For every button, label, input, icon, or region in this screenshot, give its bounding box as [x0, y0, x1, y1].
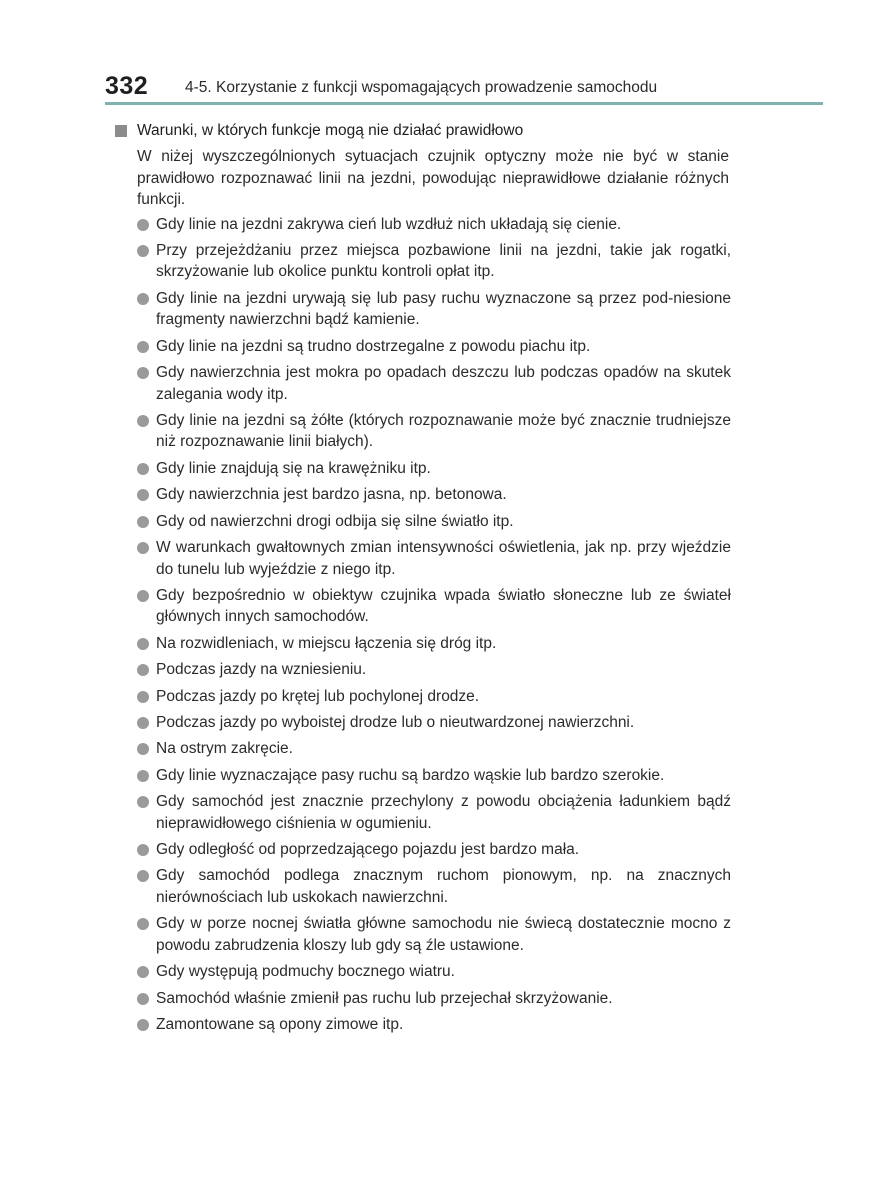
list-item	[137, 458, 731, 480]
bullet-dot-icon	[137, 796, 149, 808]
list-item-text: W warunkach gwałtownych zmian intensywności oświetlenia, jak np. przy wjeździe do tunelu lub wyjeździe z niego itp.	[156, 539, 731, 578]
bullet-dot-icon	[137, 844, 149, 856]
list-item	[137, 214, 731, 236]
list-item-text: Na ostrym zakręcie.	[156, 740, 293, 758]
list-item-text: Samochód właśnie zmienił pas ruchu lub przejechał skrzyżowanie.	[156, 989, 613, 1007]
bullet-dot-icon	[137, 341, 149, 353]
list-item-text: Gdy samochód podlega znacznym ruchom pionowym, np. na znacznych nierównościach lub uskokach nawierzchni.	[156, 867, 731, 906]
list-item	[137, 738, 731, 760]
page-number: 332	[105, 72, 149, 100]
bullet-dot-icon	[137, 664, 149, 676]
list-item-text: Gdy nawierzchnia jest mokra po opadach deszczu lub podczas opadów na skutek zalegania wody itp.	[156, 364, 731, 403]
list-item	[137, 712, 731, 734]
list-item-text: Przy przejeżdżaniu przez miejsca pozbawione linii na jezdni, takie jak rogatki, skrzyżowanie lub okolice punktu kontroli opłat itp.	[156, 241, 731, 281]
list-item-text: Gdy występują podmuchy bocznego wiatru.	[156, 963, 455, 981]
list-item-text: Zamontowane są opony zimowe itp.	[156, 1015, 404, 1033]
list-item-text: Gdy w porze nocnej światła główne samochodu nie świecą dostatecznie mocno z powodu zabrudzenia kloszy lub gdy są źle ustawione.	[156, 915, 731, 954]
bullet-dot-icon	[137, 415, 149, 427]
list-item	[137, 336, 731, 358]
list-item-text: Podczas jazdy po wyboistej drodze lub o nieutwardzonej nawierzchni.	[156, 713, 635, 731]
intro-paragraph: W niżej wyszczególnionych sytuacjach czujnik optyczny może nie być w stanie prawidłowo rozpoznawać linii na jezdni, powodując nieprawidłowe działanie różnych funkcji.	[137, 148, 729, 208]
list-item-text: Gdy samochód jest znacznie przechylony z powodu obciążenia ładunkiem bądź nieprawidłowego ciśnienia w ogumieniu.	[156, 793, 731, 832]
list-item-text: Gdy linie na jezdni są żółte (których rozpoznawanie może być znacznie trudniejsze niż rozpoznawanie linii białych).	[156, 411, 731, 451]
bullet-dot-icon	[137, 516, 149, 528]
list-item	[137, 362, 731, 405]
list-item-text: Gdy linie na jezdni urywają się lub pasy ruchu wyznaczone są przez pod-niesione fragmenty nawierzchni bądź kamienie.	[156, 289, 731, 329]
list-item	[137, 1014, 731, 1036]
bullet-dot-icon	[137, 590, 149, 602]
bullet-dot-icon	[137, 717, 149, 729]
bullet-dot-icon	[137, 966, 149, 978]
bullet-dot-icon	[137, 293, 149, 305]
list-item	[137, 765, 731, 787]
list-item	[137, 288, 731, 331]
list-item	[137, 913, 731, 956]
list-item	[137, 633, 731, 655]
bullet-dot-icon	[137, 489, 149, 501]
bullet-dot-icon	[137, 743, 149, 755]
list-item	[137, 961, 731, 983]
list-item-text: Gdy odległość od poprzedzającego pojazdu jest bardzo mała.	[156, 841, 580, 859]
list-item	[137, 988, 731, 1010]
bullet-dot-icon	[137, 770, 149, 782]
list-item	[137, 865, 731, 908]
bullet-dot-icon	[137, 245, 149, 257]
bullet-dot-icon	[137, 463, 149, 475]
square-bullet-icon	[115, 125, 127, 137]
bullet-dot-icon	[137, 542, 149, 554]
list-item	[137, 659, 731, 681]
list-item-text: Podczas jazdy po krętej lub pochylonej drodze.	[156, 687, 480, 705]
list-item	[137, 484, 731, 506]
list-item	[137, 585, 731, 628]
list-item-text: Gdy nawierzchnia jest bardzo jasna, np. betonowa.	[156, 486, 507, 504]
bullet-dot-icon	[137, 219, 149, 231]
conditions-list	[137, 214, 731, 1036]
bullet-dot-icon	[137, 638, 149, 650]
page-content	[115, 121, 735, 1040]
section-heading	[115, 121, 735, 143]
list-item-text: Gdy od nawierzchni drogi odbija się silne światło itp.	[156, 512, 514, 530]
list-item	[137, 511, 731, 533]
list-item-text: Gdy linie na jezdni zakrywa cień lub wzdłuż nich układają się cienie.	[156, 215, 622, 233]
bullet-dot-icon	[137, 993, 149, 1005]
list-item-text: Gdy linie znajdują się na krawężniku itp.	[156, 459, 431, 477]
list-item-text: Podczas jazdy na wzniesieniu.	[156, 661, 367, 679]
list-item	[137, 240, 731, 283]
list-item-text: Gdy bezpośrednio w obiektyw czujnika wpada światło słoneczne lub ze świateł głównych innych samochodów.	[156, 586, 731, 626]
bullet-dot-icon	[137, 870, 149, 882]
list-item-text: Gdy linie na jezdni są trudno dostrzegalne z powodu piachu itp.	[156, 337, 591, 355]
list-item	[137, 839, 731, 861]
list-item	[137, 537, 731, 580]
list-item-text: Na rozwidleniach, w miejscu łączenia się dróg itp.	[156, 634, 497, 652]
section-title-text: Warunki, w których funkcje mogą nie działać prawidłowo	[137, 122, 524, 139]
list-item	[137, 791, 731, 834]
bullet-dot-icon	[137, 918, 149, 930]
bullet-dot-icon	[137, 367, 149, 379]
chapter-title: 4-5. Korzystanie z funkcji wspomagających prowadzenie samochodu	[185, 79, 658, 96]
header-divider	[105, 102, 823, 105]
list-item	[137, 686, 731, 708]
page-header	[105, 72, 825, 106]
bullet-dot-icon	[137, 691, 149, 703]
list-item	[137, 410, 731, 453]
list-item-text: Gdy linie wyznaczające pasy ruchu są bardzo wąskie lub bardzo szerokie.	[156, 766, 665, 784]
bullet-dot-icon	[137, 1019, 149, 1031]
